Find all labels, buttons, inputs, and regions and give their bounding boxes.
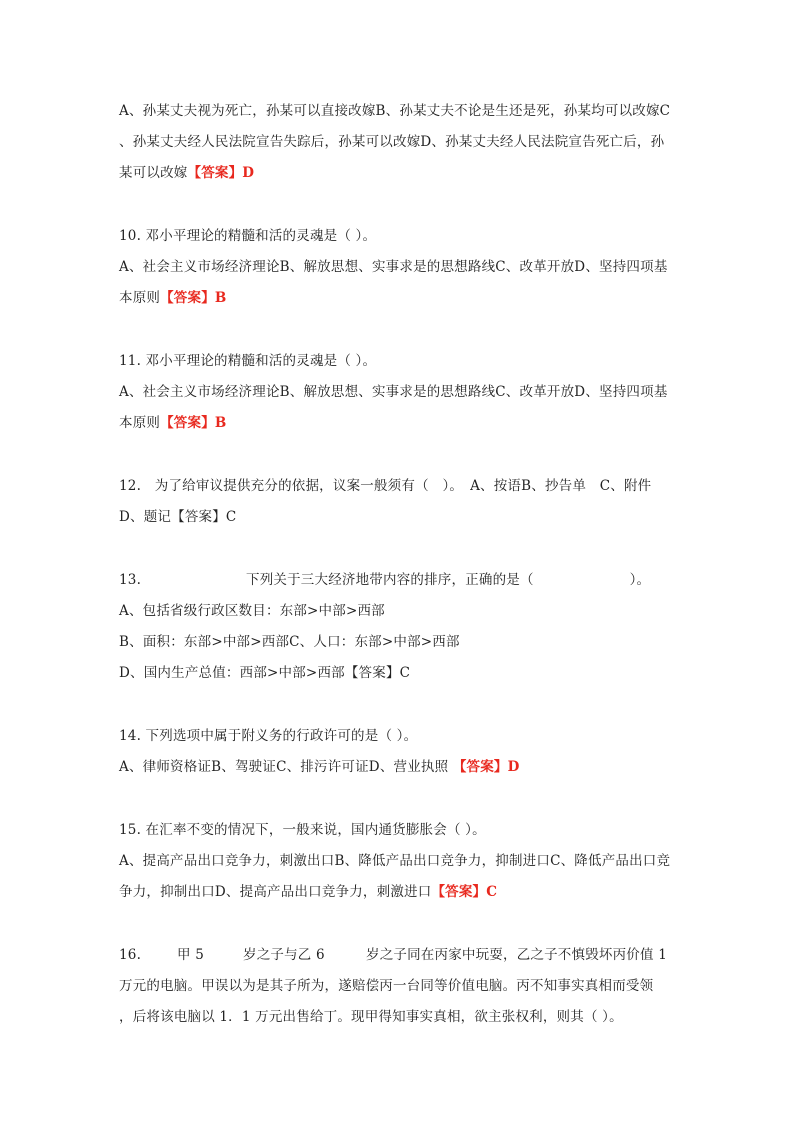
- question-9-option-line-1: A、孙某丈夫视为死亡，孙某可以直接改嫁B、孙某丈夫不论是生还是死，孙某均可以改嫁C: [119, 103, 671, 119]
- question-13-stem: 下列关于三大经济地带内容的排序，正确的是（ ）。: [246, 572, 651, 588]
- question-13-option-b: B、面积：东部>中部>西部C、人口：东部>中部>西部: [119, 634, 460, 650]
- question-14-stem: 14. 下列选项中属于附义务的行政许可的是（ ）。: [119, 728, 418, 744]
- question-15-options: A、提高产品出口竞争力，刺激出口B、降低产品出口竞争力，抑制进口C、降低产品出口竞: [119, 853, 671, 869]
- question-13-option-a: A、包括省级行政区数目：东部>中部>西部: [119, 603, 385, 619]
- question-10-option-line-2: [119, 288, 227, 308]
- question-14-answer: 【答案】D: [452, 759, 520, 775]
- question-9-answer: 【答案】D: [187, 165, 255, 181]
- question-16-stem-line-3: ，后将该电脑以 1．1 万元出售给丁。现甲得知事实真相，欲主张权利，则其（ ）。: [119, 1009, 623, 1025]
- question-15-answer: 【答案】C: [431, 884, 498, 900]
- question-11-option-line-2: [119, 413, 227, 433]
- question-13-option-d: D、国内生产总值：西部>中部>西部【答案】C: [119, 665, 411, 681]
- question-16-stem-line-2: 万元的电脑。甲误以为是其子所为，遂赔偿丙一台同等价值电脑。丙不知事实真相而受领: [119, 978, 654, 994]
- question-10-options: A、社会主义市场经济理论B、解放思想、实事求是的思想路线C、改革开放D、坚持四项基: [119, 259, 668, 275]
- question-16-stem-part-1: 甲 5: [177, 947, 204, 963]
- question-14-option-line: [119, 757, 520, 777]
- question-9-option-line-3: [119, 163, 254, 183]
- question-11-option-text: 本原则: [119, 415, 161, 431]
- question-10-stem: 10. 邓小平理论的精髓和活的灵魂是（ ）。: [119, 228, 377, 244]
- question-11-answer: 【答案】B: [160, 415, 227, 431]
- question-15-option-text: 争力，抑制出口D、提高产品出口竞争力，刺激进口: [119, 884, 432, 900]
- question-9-option-line-2: 、孙某丈夫经人民法院宣告失踪后，孙某可以改嫁D、孙某丈夫经人民法院宣告死亡后，孙: [119, 134, 665, 150]
- question-11-stem: 11. 邓小平理论的精髓和活的灵魂是（ ）。: [119, 353, 377, 369]
- question-13-number: 13.: [119, 572, 142, 588]
- question-11-options: A、社会主义市场经济理论B、解放思想、实事求是的思想路线C、改革开放D、坚持四项基: [119, 384, 668, 400]
- question-14-option-text: A、律师资格证B、驾驶证C、排污许可证D、营业执照: [119, 759, 453, 775]
- question-16-stem-part-2: 岁之子与乙 6: [243, 947, 325, 963]
- question-10-answer: 【答案】B: [160, 290, 227, 306]
- question-12-option-line-2: D、题记【答案】C: [119, 509, 237, 525]
- question-15-stem: 15. 在汇率不变的情况下，一般来说，国内通货膨胀会（ ）。: [119, 822, 486, 838]
- question-9-option-text: 某可以改嫁: [119, 165, 188, 181]
- question-12-stem: 12. 为了给审议提供充分的依据，议案一般须有（ ）。 A、按语B、抄告单 C、附件: [119, 478, 652, 494]
- question-16-stem-part-3: 岁之子同在丙家中玩耍，乙之子不慎毁坏丙价值 1: [366, 947, 667, 963]
- question-16-number: 16.: [119, 947, 142, 963]
- question-10-option-text: 本原则: [119, 290, 161, 306]
- question-15-option-line-2: [119, 882, 497, 902]
